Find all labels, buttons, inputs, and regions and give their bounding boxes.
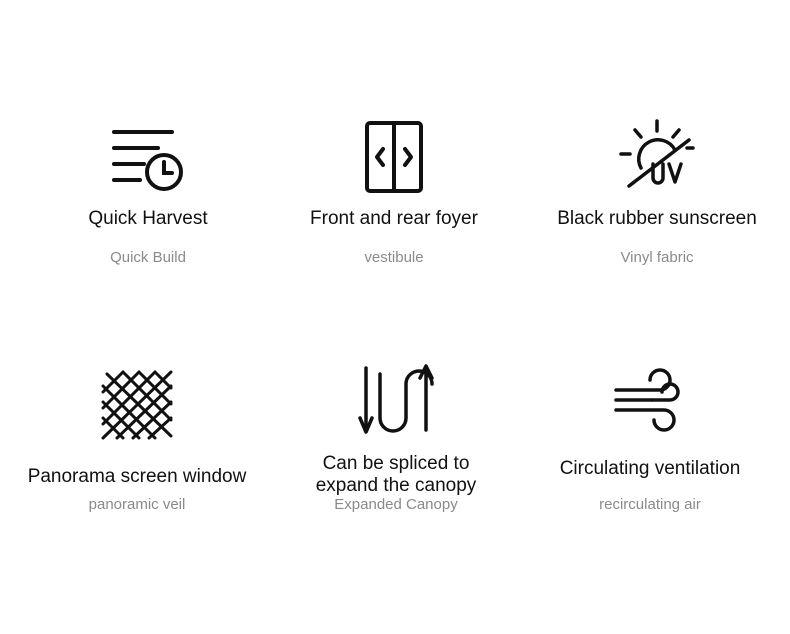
sun-uv-icon: [617, 118, 697, 192]
feature-subtitle: Quick Build: [110, 249, 186, 266]
feature-subtitle: vestibule: [364, 249, 424, 266]
list-clock-icon: [110, 126, 186, 192]
feature-title: Front and rear foyer: [310, 208, 478, 229]
feature-title-line2: expand the canopy: [315, 475, 477, 496]
feature-splice-canopy: [266, 364, 526, 524]
feature-front-rear-foyer: [264, 118, 524, 278]
feature-subtitle: Vinyl fabric: [620, 249, 694, 266]
feature-title: Quick Harvest: [88, 208, 208, 229]
feature-panorama-screen-window: [7, 364, 267, 524]
door-code-icon: [364, 120, 424, 194]
feature-black-rubber-sunscreen: [527, 118, 787, 278]
wind-icon: [612, 368, 688, 432]
feature-title: Panorama screen window: [27, 466, 247, 487]
up-down-arrows-icon: [358, 364, 434, 438]
feature-subtitle: Expanded Canopy: [334, 496, 458, 513]
feature-title: Black rubber sunscreen: [557, 208, 757, 229]
feature-circulating-ventilation: [520, 364, 780, 524]
feature-subtitle: panoramic veil: [88, 496, 186, 513]
mesh-icon: [99, 370, 175, 440]
feature-subtitle: recirculating air: [599, 496, 701, 513]
feature-title: Circulating ventilation: [559, 458, 741, 479]
feature-title-line1: Can be spliced to: [322, 453, 470, 474]
feature-title: [266, 453, 526, 497]
feature-quick-harvest: [18, 118, 278, 278]
